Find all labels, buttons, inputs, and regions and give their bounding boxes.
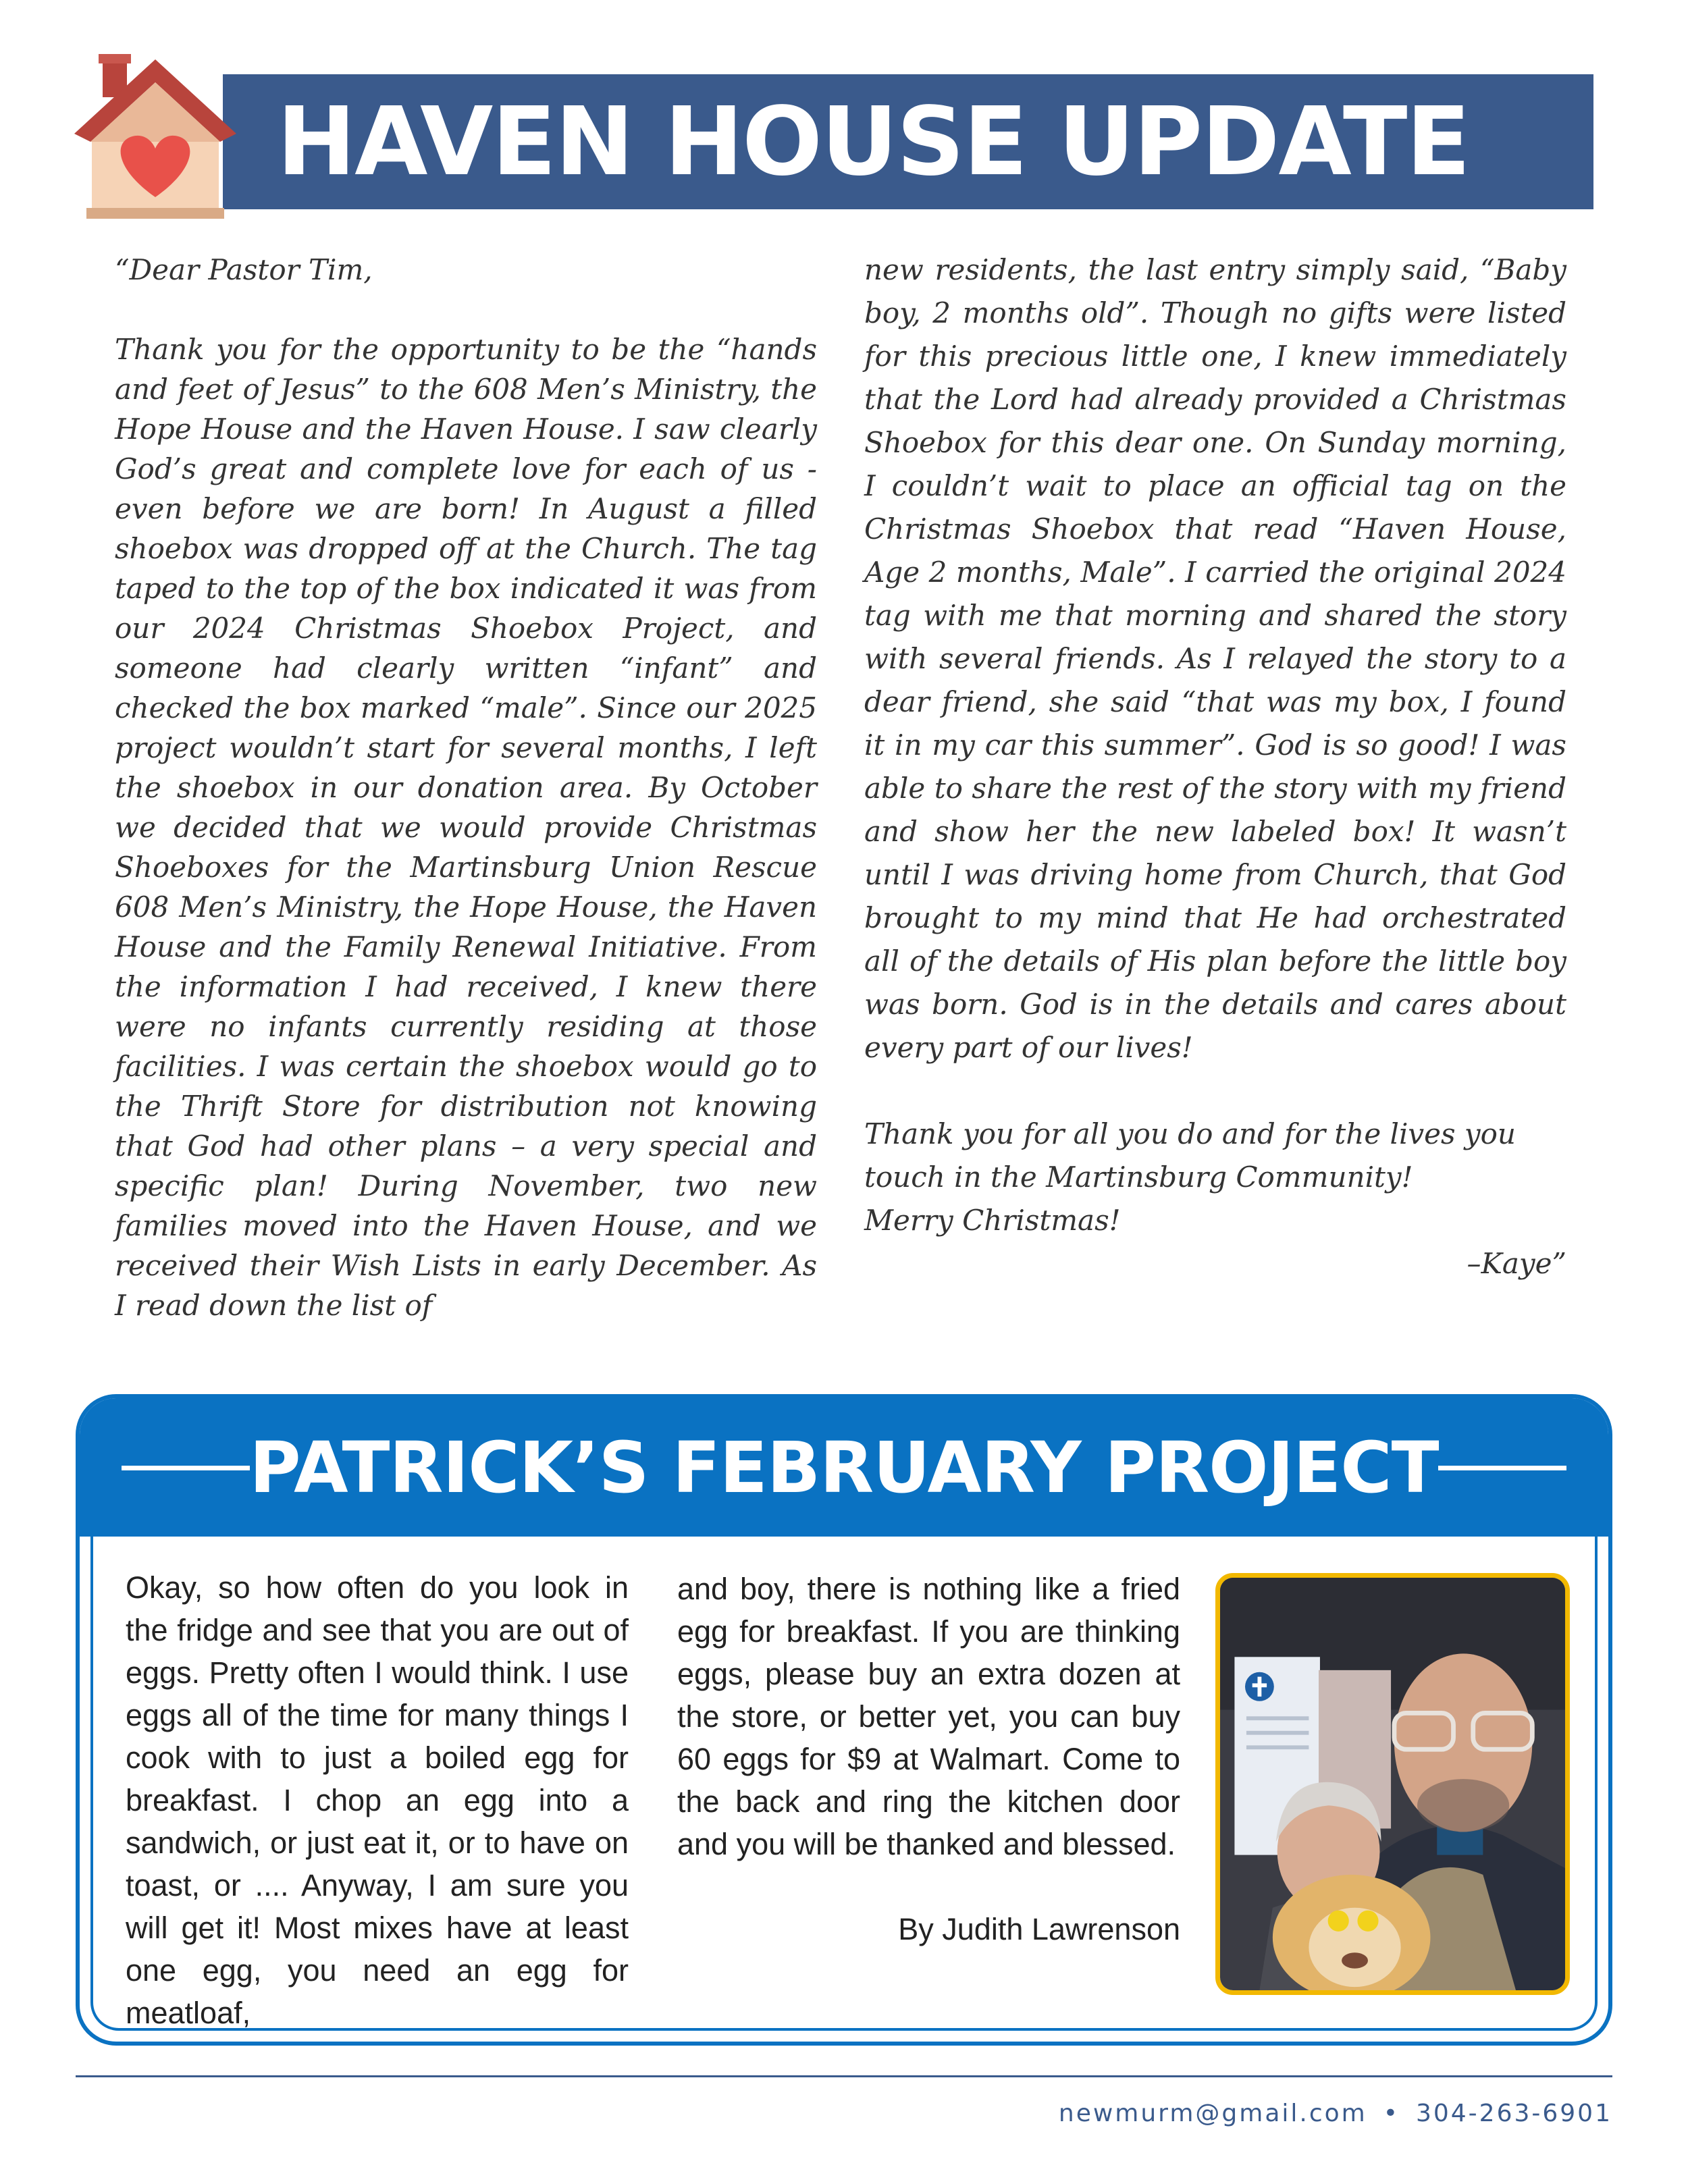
letter-column-right — [864, 248, 1566, 1285]
photo-man-beard — [1417, 1779, 1509, 1832]
paragraph-spacer — [115, 290, 817, 329]
footer-separator: • — [1383, 2099, 1400, 2127]
photo-puppet-glasses-right — [1357, 1911, 1378, 1932]
photo-two-people-puppet-icon — [1215, 1573, 1570, 1995]
chimney-cap-shape — [99, 54, 131, 63]
footer-contact — [1059, 2086, 1612, 2140]
footer-phone[interactable]: 304-263-6901 — [1415, 2099, 1612, 2127]
footer-email[interactable]: newmurm@gmail.com — [1058, 2099, 1367, 2127]
photo-poster-line — [1246, 1731, 1309, 1735]
photo-puppet-glasses-left — [1328, 1911, 1349, 1932]
photo-poster-line — [1246, 1745, 1309, 1749]
paragraph-spacer — [864, 1069, 1566, 1113]
photo-puppet-face — [1309, 1908, 1400, 1987]
page-title: HAVEN HOUSE UPDATE — [277, 86, 1470, 197]
photo-poster-line — [1246, 1716, 1309, 1720]
section-title: PATRICK’S FEBRUARY PROJECT — [249, 1426, 1439, 1509]
letter-closing: Merry Christmas! — [864, 1204, 1121, 1237]
story-column-right — [677, 1568, 1180, 1950]
letter-signoff: –Kaye” — [1467, 1247, 1566, 1280]
letter-paragraph: Thank you for the opportunity to be the “hands and feet of Jesus” to the 608 Men’s Ministry, the Hope House and the Haven House. I saw clearly God’s great and complete love for each of us - even before we are born! In August a filled shoebox was dropped off at the Church. The tag taped to the top of the box indicated it was from our 2024 Christmas Shoebox Project, and someone had clearly written “infant” and checked the box marked “male”. Since our 2025 project wouldn’t start for several months, I left the shoebox in our donation area. By October we decided that we would provide Christmas Shoeboxes for the Martinsburg Union Rescue 608 Men’s Ministry, the Hope House, the Haven House and the Family Renewal Initiative. From the information I had received, I knew there were no infants currently residing at those facilities. I was certain the shoebox would go to the Thrift Store for distribution not knowing that God had other plans – a very special and specific plan! During November, two new families moved into the Haven House, and we received their Wish Lists in early December. As I read down the list of — [115, 333, 817, 1322]
letter-paragraph-continued: new residents, the last entry simply said, “Baby boy, 2 months old”. Though no gifts were listed for this precious little one, I knew immediately that the Lord had already provided a Christmas Shoebox for this dear one. On Sunday morning, I couldn’t wait to place an official tag on the Christmas Shoebox that read “Haven House, Age 2 months, Male”. I carried the original 2024 tag with me that morning and shared the story with several friends. As I relayed the story to a dear friend, she said “that was my box, I found it in my car this summer”. God is so good! I was able to share the rest of the story with my friend and show her the new labeled box! It wasn’t until I was driving home from Church, that God brought to my mind that He had orchestrated all of the details of His plan before the little boy was born. God is in the details and cares about every part of our lives! — [864, 253, 1566, 1064]
footer-divider — [76, 2075, 1612, 2077]
story-paragraph: Okay, so how often do you look in the fridge and see that you are out of eggs. Pretty often I would think. I use eggs all of the time for many things I cook with to just a boiled egg for breakfast. I chop an egg into a sandwich, or just eat it, or to have on toast, or .... Anyway, I am sure you will get it! Most mixes have at least one egg, you need an egg for meatloaf, — [126, 1570, 629, 2030]
letter-column-left — [115, 250, 817, 1325]
photo-puppet-nose — [1342, 1952, 1368, 1968]
house-heart-icon — [68, 47, 243, 223]
letter-greeting: “Dear Pastor Tim, — [115, 253, 373, 286]
story-paragraph-continued: and boy, there is nothing like a fried egg for breakfast. If you are thinking eggs, please buy an extra dozen at the store, or better yet, you can buy 60 eggs for $9 at Walmart. Come to the back and ring the kitchen door and you will be thanked and blessed. — [677, 1572, 1180, 1861]
story-byline: By Judith Lawrenson — [898, 1912, 1180, 1946]
house-base-shape — [86, 208, 224, 219]
story-column-left — [126, 1566, 629, 2034]
photo-cross-horizontal — [1252, 1683, 1267, 1687]
letter-thanks: Thank you for all you do and for the lives you touch in the Martinsburg Community! — [864, 1117, 1516, 1194]
